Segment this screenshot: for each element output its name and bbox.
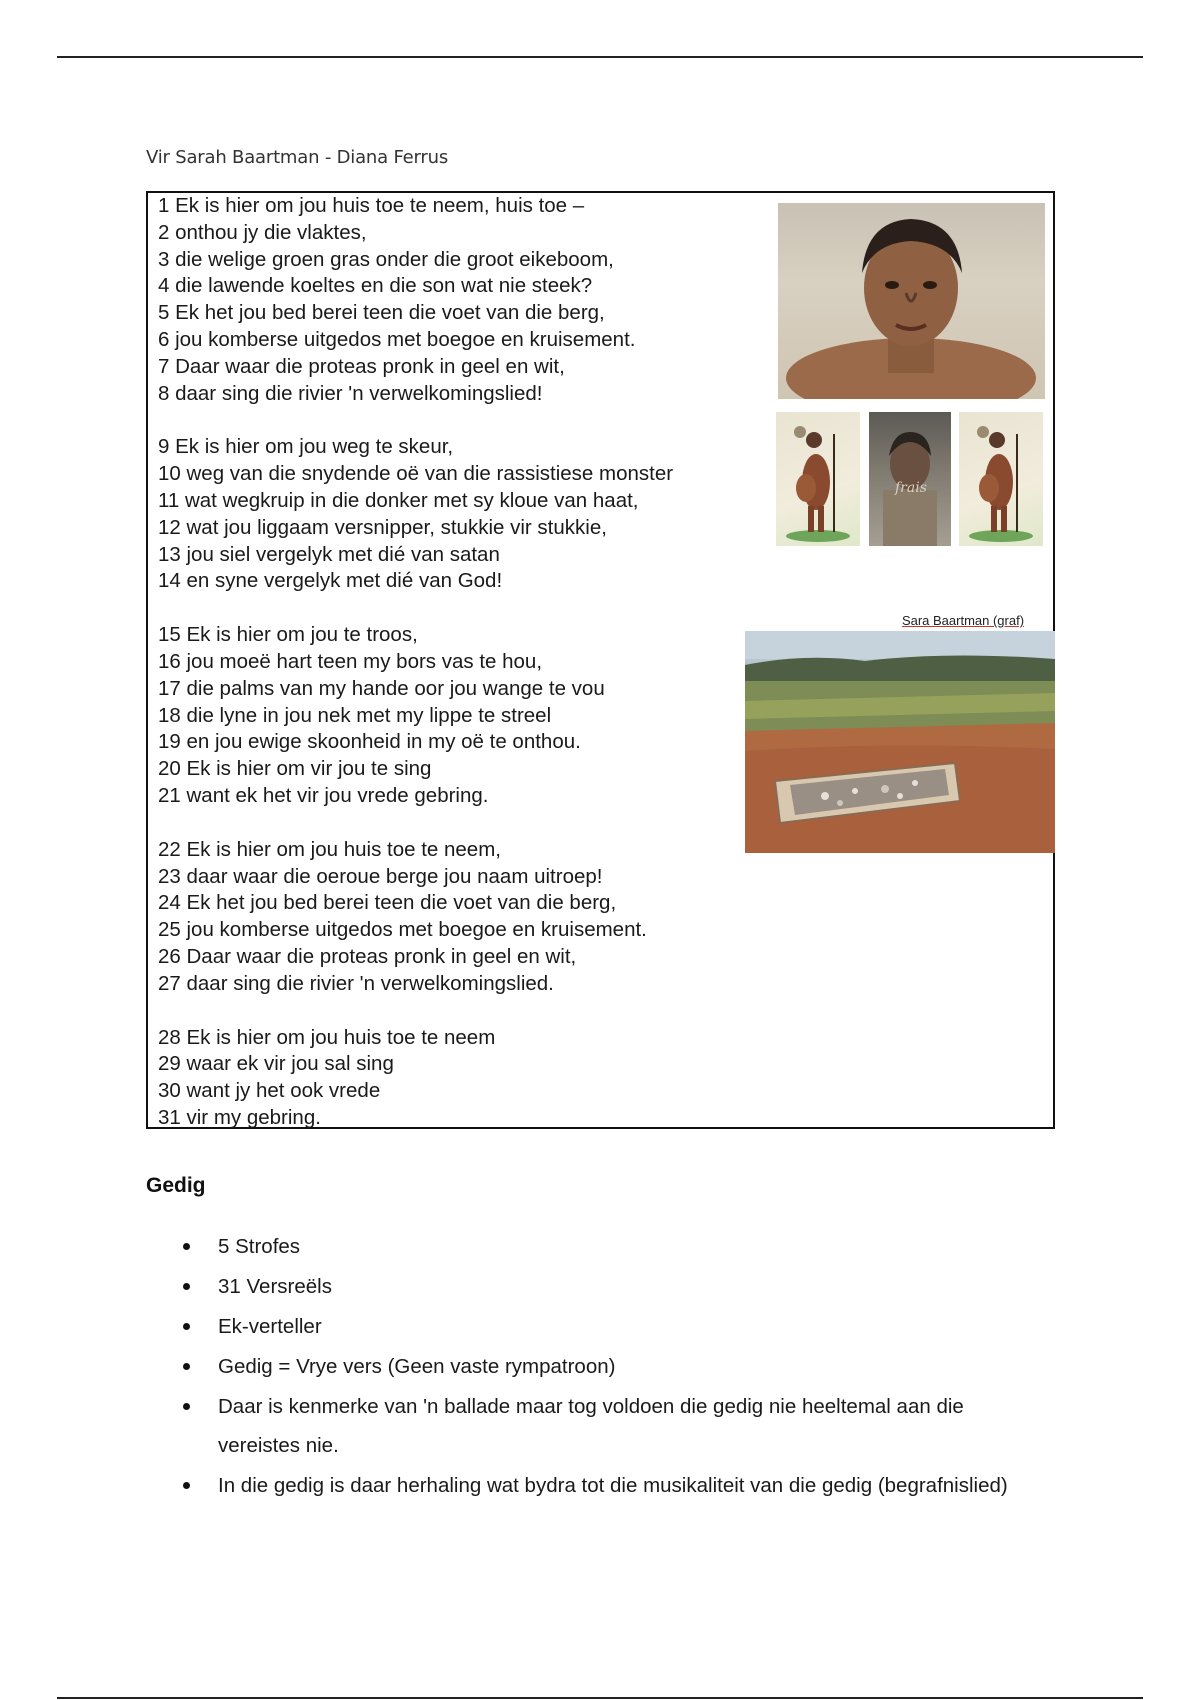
poem-line: 27 daar sing die rivier 'n verwelkomingslied.: [158, 971, 554, 995]
stanza-2: [158, 434, 673, 595]
bullet-icon: [183, 1482, 190, 1489]
grave-caption: Sara Baartman (graf): [901, 613, 1025, 628]
stanza-5: [158, 1025, 673, 1132]
grave-landscape-image: [745, 631, 1055, 853]
poem-line: 17 die palms van my hande oor jou wange te vou: [158, 676, 605, 700]
poem-line: 29 waar ek vir jou sal sing: [158, 1052, 394, 1076]
poem-line: 20 Ek is hier om vir jou te sing: [158, 757, 432, 781]
stanza-3: [158, 622, 673, 810]
poem-line: 5 Ek het jou bed berei teen die voet van die berg,: [158, 301, 605, 325]
list-item: Ek-verteller: [146, 1307, 1046, 1346]
bullet-icon: [183, 1363, 190, 1370]
portrait-image: [778, 203, 1045, 399]
bullet-icon: [183, 1323, 190, 1330]
bottom-rule: [57, 1697, 1143, 1699]
analysis-bullet-list: [146, 1227, 1046, 1506]
poem-line: 31 vir my gebring.: [158, 1105, 321, 1129]
analysis-heading: Gedig: [146, 1174, 206, 1197]
stanza-1: [158, 193, 673, 407]
list-item: 5 Strofes: [146, 1227, 1046, 1266]
poem-line: 23 daar waar die oeroue berge jou naam uitroep!: [158, 864, 603, 888]
poem-line: 28 Ek is hier om jou huis toe te neem: [158, 1025, 496, 1049]
poem-line: 11 wat wegkruip in die donker met sy kloue van haat,: [158, 488, 639, 512]
poem-line: 4 die lawende koeltes en die son wat nie steek?: [158, 274, 593, 298]
poem-line: 8 daar sing die rivier 'n verwelkomingslied!: [158, 381, 543, 405]
poem-line: 15 Ek is hier om jou te troos,: [158, 623, 418, 647]
frais-label: frais: [895, 480, 927, 496]
bullet-icon: [183, 1403, 190, 1410]
poem-line: 21 want ek het vir jou vrede gebring.: [158, 783, 489, 807]
poem-line: 22 Ek is hier om jou huis toe te neem,: [158, 837, 501, 861]
poem-line: 24 Ek het jou bed berei teen die voet van die berg,: [158, 891, 617, 915]
bullet-icon: [183, 1283, 190, 1290]
list-item: In die gedig is daar herhaling wat bydra tot die musikaliteit van die gedig (begrafnislied): [146, 1466, 1046, 1505]
poem-box: [146, 191, 1055, 1129]
poem-line: 19 en jou ewige skoonheid in my oë te onthou.: [158, 730, 581, 754]
poem-line: 30 want jy het ook vrede: [158, 1079, 381, 1103]
poem-line: 13 jou siel vergelyk met dié van satan: [158, 542, 500, 566]
poem-line: 25 jou komberse uitgedos met boegoe en kruisement.: [158, 918, 647, 942]
poem-line: 6 jou komberse uitgedos met boegoe en kruisement.: [158, 327, 636, 351]
poem-line: 10 weg van die snydende oë van die rassistiese monster: [158, 462, 674, 486]
poem-line: 1 Ek is hier om jou huis toe te neem, huis toe –: [158, 194, 585, 217]
figure-illustration-image: [959, 412, 1043, 546]
list-item: Gedig = Vrye vers (Geen vaste rympatroon): [146, 1347, 1046, 1386]
portrait-photo-image: [869, 412, 951, 546]
poem-line: 7 Daar waar die proteas pronk in geel en wit,: [158, 354, 565, 378]
poem-line: 16 jou moeë hart teen my bors vas te hou,: [158, 649, 543, 673]
stanza-4: [158, 837, 673, 998]
list-item: 31 Versreëls: [146, 1267, 1046, 1306]
figure-illustration-image: [776, 412, 860, 546]
poem-line: 18 die lyne in jou nek met my lippe te streel: [158, 703, 552, 727]
top-rule: [57, 56, 1143, 58]
poem-line: 9 Ek is hier om jou weg te skeur,: [158, 435, 454, 459]
poem-line: 3 die welige groen gras onder die groot eikeboom,: [158, 247, 614, 271]
document-title: Vir Sarah Baartman - Diana Ferrus: [146, 147, 449, 168]
poem-line: 2 onthou jy die vlaktes,: [158, 220, 367, 244]
poem-line: 12 wat jou liggaam versnipper, stukkie vir stukkie,: [158, 515, 607, 539]
poem-text: [158, 193, 673, 1132]
bullet-icon: [183, 1243, 190, 1250]
poem-line: 14 en syne vergelyk met dié van God!: [158, 569, 503, 593]
list-item: Daar is kenmerke van 'n ballade maar tog voldoen die gedig nie heeltemal aan die vereistes nie.: [146, 1387, 1046, 1465]
poem-line: 26 Daar waar die proteas pronk in geel en wit,: [158, 944, 577, 968]
